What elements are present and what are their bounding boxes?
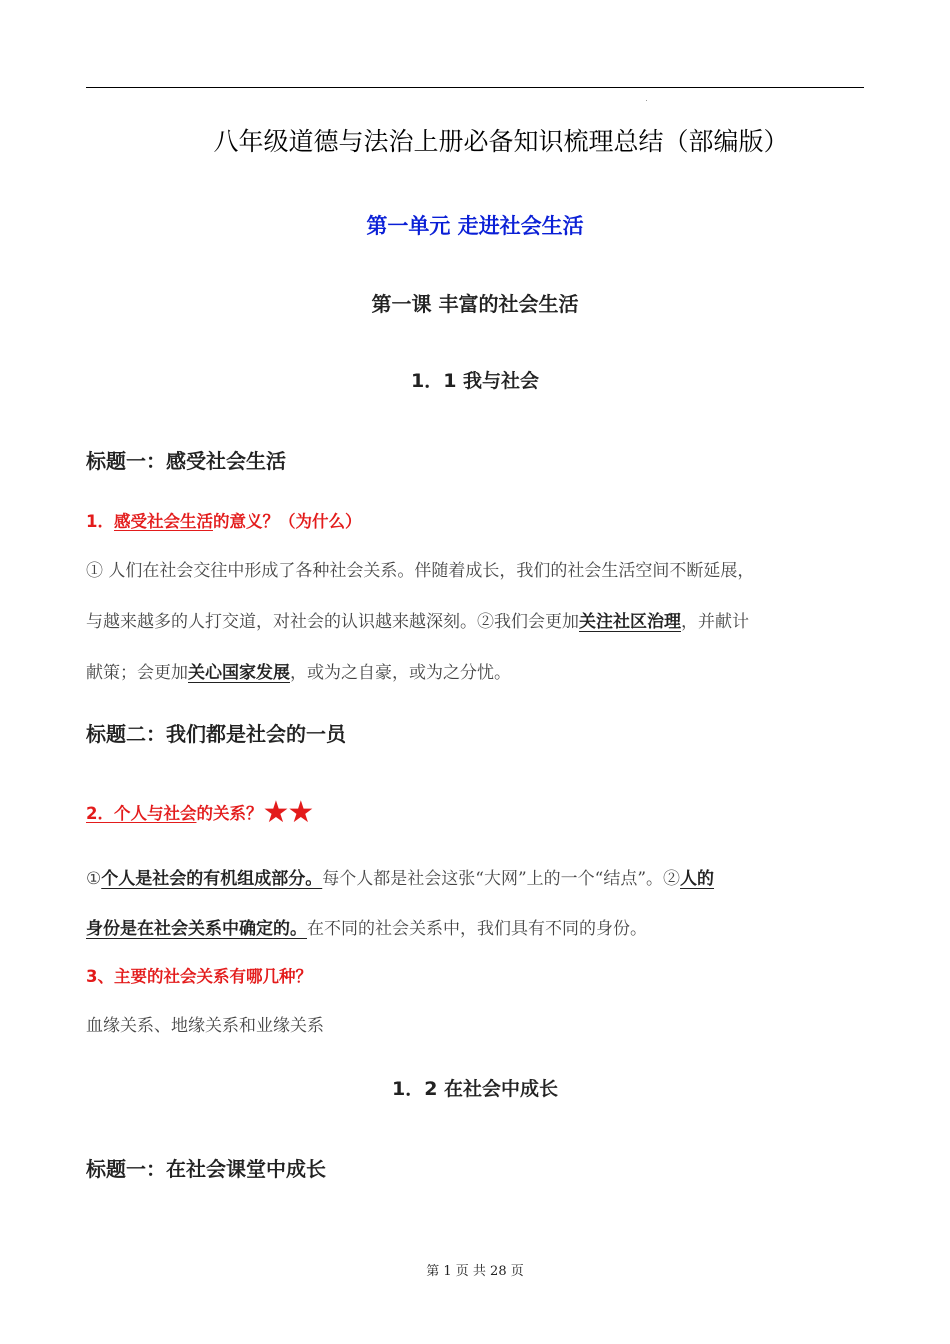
p2-l1-text: 每个人都是社会这张“大网”上的一个“结点”。② [322, 869, 681, 889]
page-footer: 第 1 页 共 28 页 [426, 1264, 524, 1279]
question-3: 3、主要的社会关系有哪几种？ [86, 967, 312, 986]
question-2-keyword: 2．个人与社会 [86, 804, 197, 823]
question-1-keyword: 感受社会生活 [113, 512, 213, 531]
p2-l2-text: 在不同的社会关系中，我们具有不同的身份。 [307, 919, 647, 939]
p1-l3-tail: ，或为之自豪，或为之分忧。 [290, 663, 511, 683]
question-1-rest: 的意义？（为什么） [212, 512, 362, 531]
paragraph-3: 血缘关系、地缘关系和业缘关系 [86, 1016, 324, 1036]
p2-keyword-part: 个人是社会的有机组成部分。 [101, 869, 323, 889]
document-title: 八年级道德与法治上册必备知识梳理总结（部编版） [213, 127, 789, 156]
header-dot [646, 100, 647, 101]
p2-l1-mark: ① [86, 869, 102, 889]
p2-keyword-identity-start: 人的 [680, 869, 715, 889]
p1-l2-tail: ，并献计 [681, 612, 749, 632]
lesson-title: 第一课 丰富的社会生活 [371, 292, 579, 316]
p1-l2-text: 与越来越多的人打交道，对社会的认识越来越深刻。②我们会更加 [86, 612, 579, 632]
p1-keyword-community: 关注社区治理 [579, 612, 681, 632]
paragraph-1-line-3 [86, 658, 866, 683]
paragraph-2-line-1 [86, 864, 866, 889]
question-1 [86, 508, 361, 532]
heading-social-classroom: 标题一：在社会课堂中成长 [86, 1157, 326, 1181]
paragraph-2-line-2 [86, 914, 866, 939]
question-2-rest: 的关系？ [196, 804, 263, 823]
section-title-1-2: 1．2 在社会中成长 [391, 1078, 559, 1100]
header-rule [86, 87, 864, 88]
heading-feel-social-life: 标题一：感受社会生活 [86, 449, 286, 473]
star-icon: ★★ [262, 795, 313, 830]
p2-keyword-identity: 身份是在社会关系中确定的。 [86, 919, 307, 939]
p1-l3-text: 献策；会更加 [86, 663, 188, 683]
paragraph-1-line-1: ① 人们在社会交往中形成了各种社会关系。伴随着成长，我们的社会生活空间不断延展， [86, 561, 755, 581]
section-title-1-1: 1．1 我与社会 [410, 370, 540, 392]
p1-keyword-nation: 关心国家发展 [188, 663, 290, 683]
heading-member-of-society: 标题二：我们都是社会的一员 [86, 722, 346, 746]
question-1-number: 1． [86, 512, 114, 531]
paragraph-1-line-2 [86, 607, 866, 632]
unit-title: 第一单元 走进社会生活 [366, 214, 584, 238]
question-2 [86, 795, 312, 830]
